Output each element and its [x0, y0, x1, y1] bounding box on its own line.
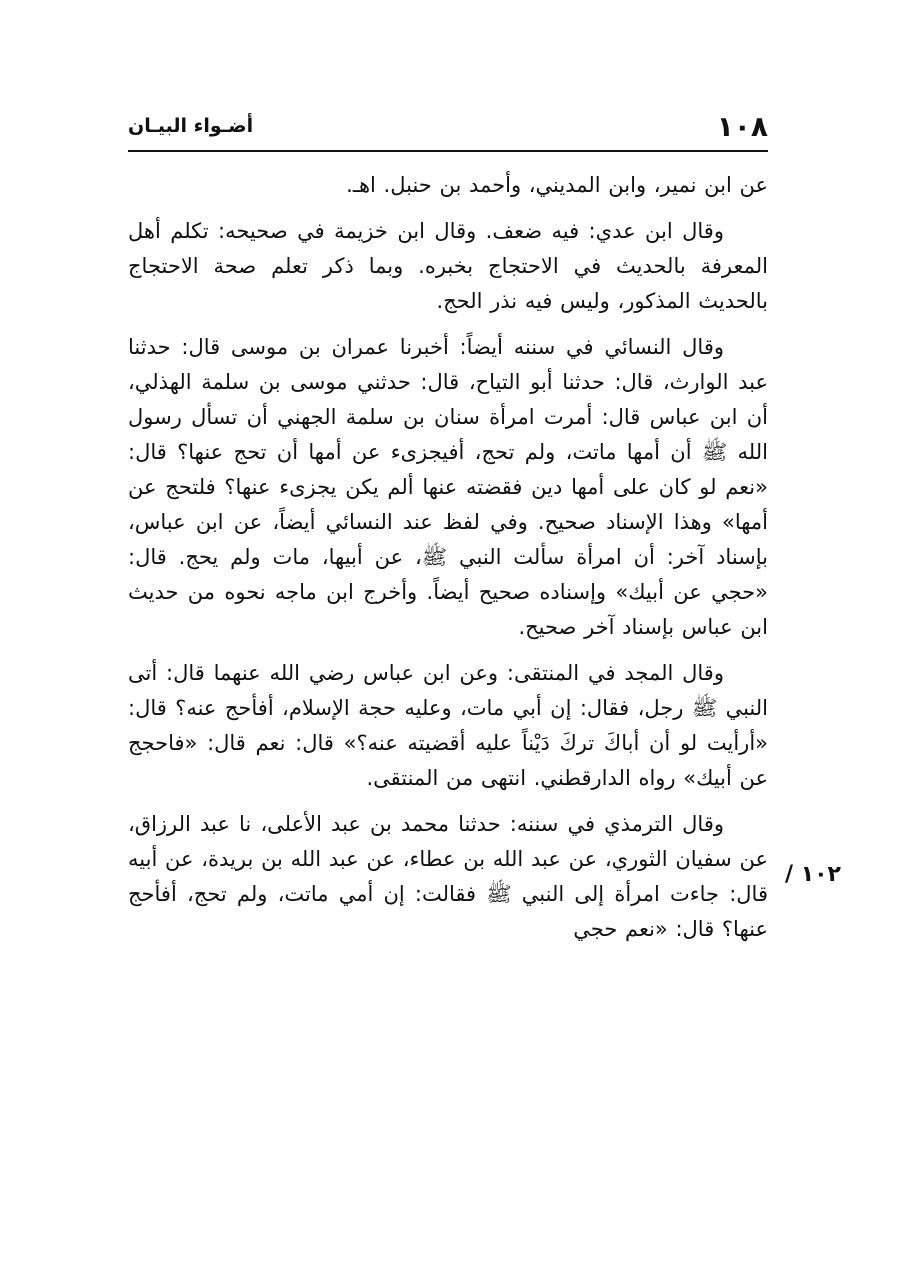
margin-volume-page-marker: ١٠٢ / [785, 862, 841, 887]
paragraph-nasai: وقال النسائي في سننه أيضاً: أخبرنا عمران بن موسى قال: حدثنا عبد الوارث، قال: حدثنا أبو التياح، قال: حدثني موسى بن سلمة الهذلي، أن ابن عباس قال: أمرت امرأة سنان بن سلمة الجهني أن تسأل رسول الله ﷺ أن أمها ماتت، ولم تحج، أفيجزىء عن أمها أن تحج عنها؟ قال: «نعم لو كان على أمها دين فقضته عنها ألم يكن يجزىء عنها؟ فلتحج عن أمها» وهذا الإسناد صحيح. وفي لفظ عند النسائي أيضاً، عن ابن عباس، بإسناد آخر: أن امرأة سألت النبي ﷺ، عن أبيها، مات ولم يحج. قال: «حجي عن أبيك» وإسناده صحيح أيضاً. وأخرج ابن ماجه نحوه من حديث ابن عباس بإسناد آخر صحيح. [128, 335, 768, 639]
running-title: أضـواء البيـان [128, 115, 254, 137]
paragraph-continuation: عن ابن نمير، وابن المديني، وأحمد بن حنبل. اهـ. [346, 173, 768, 197]
header-divider [128, 150, 768, 152]
page-number: ١٠٨ [716, 109, 768, 143]
paragraph-tirmidhi: وقال الترمذي في سننه: حدثنا محمد بن عبد الأعلى، نا عبد الرزاق، عن سفيان الثوري، عن عبد الله بن عطاء، عن عبد الله بن بريدة، عن أبيه قال: جاءت امرأة إلى النبي ﷺ فقالت: إن أمي ماتت، ولم تحج، أفأحج عنها؟ قال: «نعم حجي [128, 812, 768, 941]
page-body [128, 168, 768, 958]
paragraph-majd-muntaqa: وقال المجد في المنتقى: وعن ابن عباس رضي الله عنهما قال: أتى النبي ﷺ رجل، فقال: إن أبي مات، وعليه حجة الإسلام، أفأحج عنه؟ قال: «أرأيت لو أن أباكَ تركَ دَيْناً عليه أقضيته عنه؟» قال: نعم قال: «فاحجج عن أبيك» رواه الدارقطني. انتهى من المنتقى. [128, 661, 768, 790]
page-header [128, 104, 768, 148]
paragraph-ibn-adi: وقال ابن عدي: فيه ضعف. وقال ابن خزيمة في صحيحه: تكلم أهل المعرفة بالحديث في الاحتجاج بخبره. وبما ذكر تعلم صحة الاحتجاج بالحديث المذكور، وليس فيه نذر الحج. [128, 219, 768, 313]
